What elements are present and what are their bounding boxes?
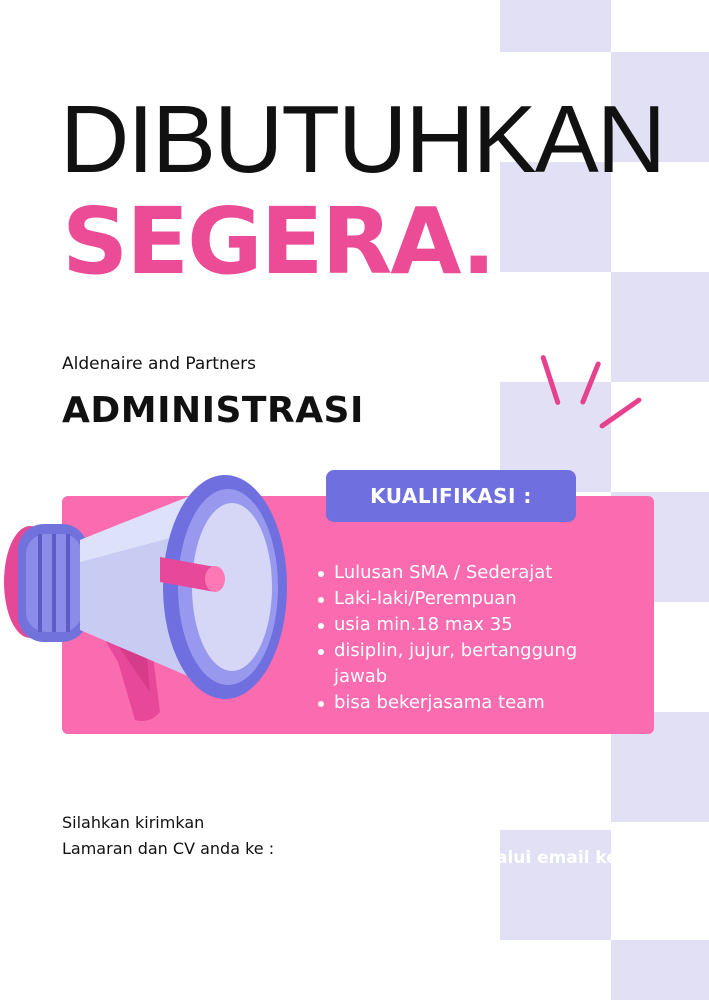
checker-square bbox=[611, 940, 709, 1000]
list-item: bisa bekerjasama team bbox=[316, 690, 636, 716]
list-item: Laki-laki/Perempuan bbox=[316, 586, 636, 612]
checker-square bbox=[611, 272, 709, 382]
headline-line1: DIBUTUHKAN bbox=[60, 86, 665, 193]
checker-square bbox=[500, 0, 611, 52]
qualification-header bbox=[326, 470, 576, 522]
footer-line1: Silahkan kirimkan bbox=[62, 813, 205, 832]
list-item: Lulusan SMA / Sederajat bbox=[316, 560, 636, 586]
qualification-list bbox=[316, 560, 636, 716]
list-item: disiplin, jujur, bertanggung jawab bbox=[316, 638, 636, 690]
email-fragment: alui email ke bbox=[496, 848, 618, 868]
company-name: Aldenaire and Partners bbox=[62, 354, 257, 374]
checker-square bbox=[500, 830, 611, 940]
position-title: ADMINISTRASI bbox=[62, 390, 364, 431]
qualification-title: KUALIFIKASI : bbox=[370, 484, 532, 508]
headline-line2: SEGERA. bbox=[62, 188, 495, 295]
footer-line2: Lamaran dan CV anda ke : bbox=[62, 839, 275, 858]
footer-instructions bbox=[62, 810, 274, 862]
megaphone-icon bbox=[0, 462, 300, 732]
list-item: usia min.18 max 35 bbox=[316, 612, 636, 638]
